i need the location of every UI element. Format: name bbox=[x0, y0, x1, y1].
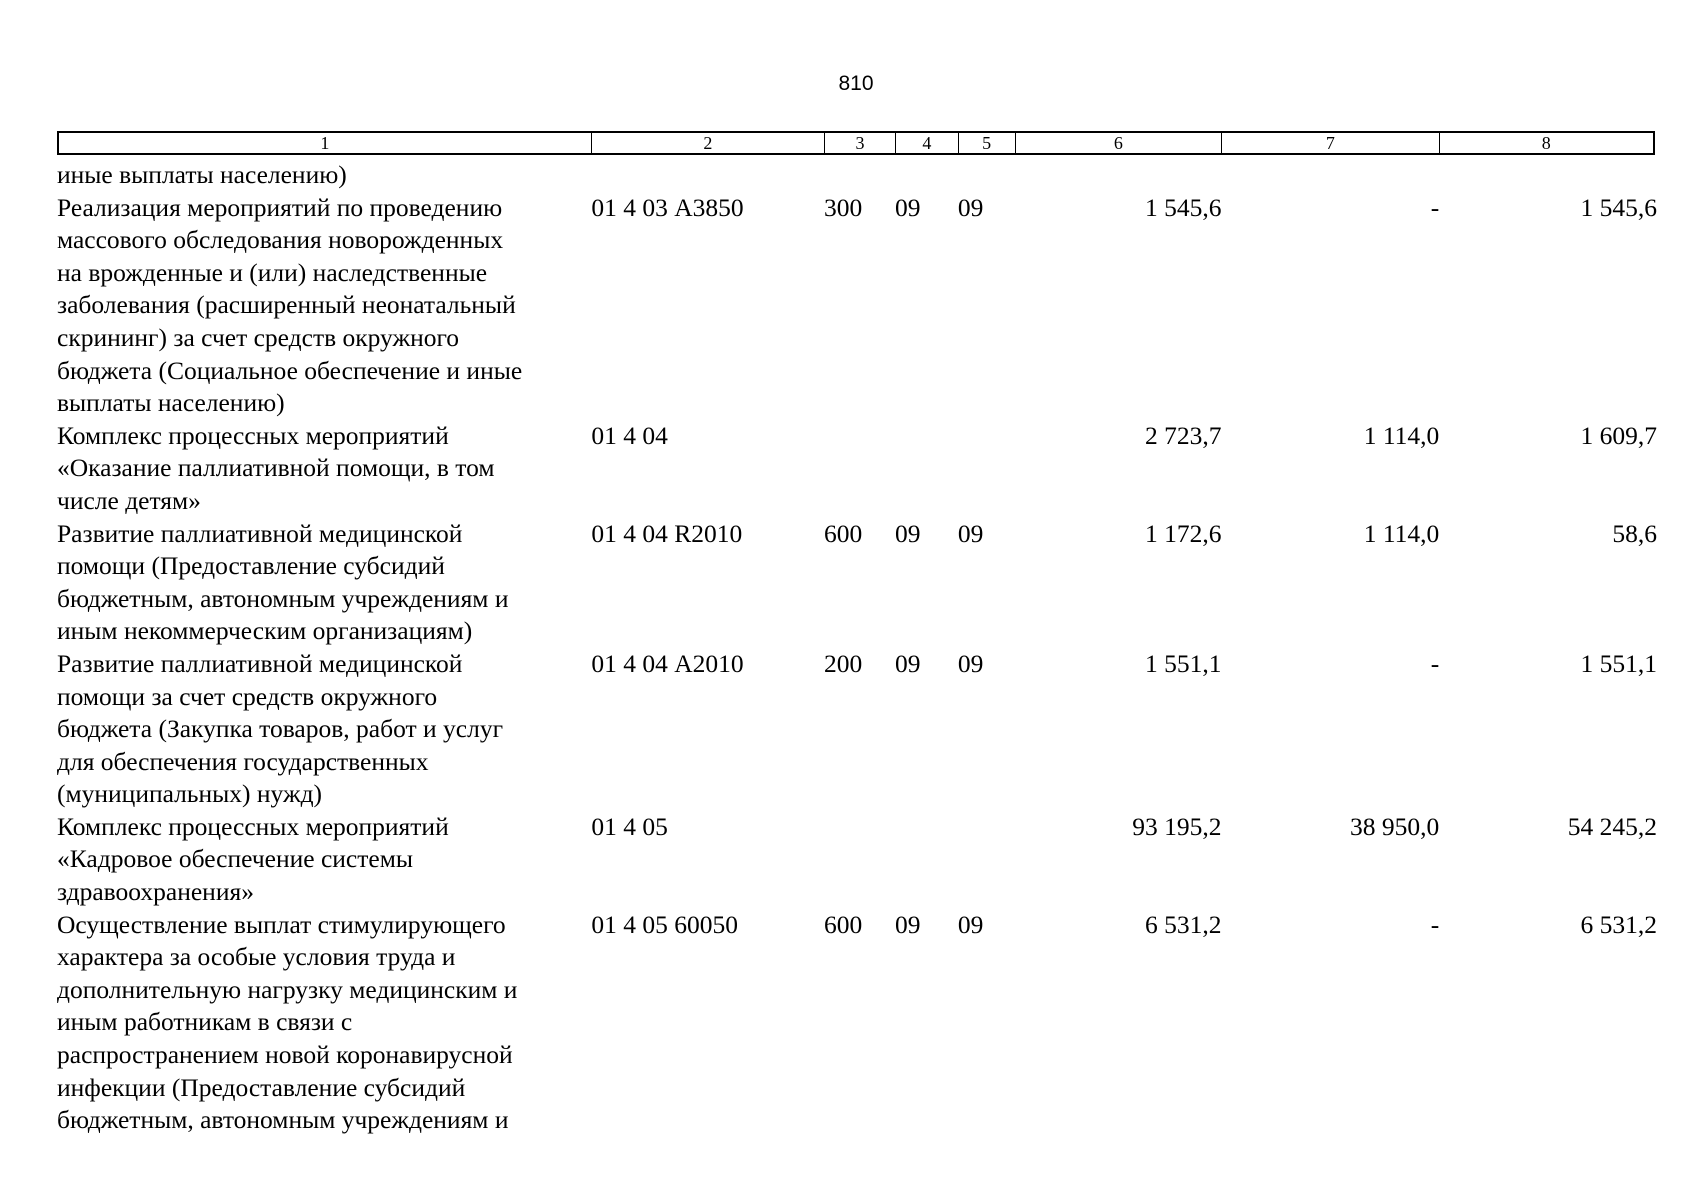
row-column-7-cell bbox=[1222, 159, 1440, 192]
row-section-cell: 09 bbox=[894, 648, 921, 678]
row-section-cell: 09 bbox=[894, 518, 921, 548]
row-name-line: на врожденные и (или) наследственные bbox=[57, 257, 488, 287]
row-name-line: «Оказание паллиативной помощи, в том bbox=[57, 453, 495, 483]
row-subsection-cell: 09 bbox=[957, 909, 984, 939]
row-column-7-cell: - bbox=[1430, 909, 1440, 939]
row-code-cell: 01 4 04 А2010 bbox=[591, 648, 744, 678]
row-name-line: (муниципальных) нужд) bbox=[57, 779, 323, 809]
row-name-line: выплаты населению) bbox=[57, 388, 285, 418]
row-name-line: Осуществление выплат стимулирующего bbox=[57, 909, 506, 939]
row-name-line: Развитие паллиативной медицинской bbox=[57, 648, 463, 678]
row-total-cell bbox=[1014, 159, 1222, 192]
row-expense-type-cell bbox=[823, 811, 894, 909]
row-name-line: распространением новой коронавирусной bbox=[57, 1040, 513, 1070]
row-name-line: числе детям» bbox=[57, 485, 201, 515]
row-name-line: заболевания (расширенный неонатальный bbox=[57, 290, 516, 320]
row-column-8-cell: 54 245,2 bbox=[1567, 811, 1657, 841]
row-total-cell: 1 551,1 bbox=[1145, 648, 1222, 678]
row-column-8-cell: 6 531,2 bbox=[1580, 909, 1657, 939]
row-subsection-cell: 09 bbox=[957, 518, 984, 548]
row-name-line: характера за особые условия труда и bbox=[57, 942, 456, 972]
row-expense-type-cell: 300 bbox=[824, 192, 863, 222]
row-subsection-cell bbox=[957, 811, 1014, 909]
row-name-line: массового обследования новорожденных bbox=[57, 225, 504, 255]
row-name-cell bbox=[57, 159, 589, 192]
row-column-7-cell: 1 114,0 bbox=[1363, 518, 1440, 548]
row-section-cell: 09 bbox=[894, 192, 921, 222]
row-name-line: бюджетным, автономным учреждениям и bbox=[57, 583, 509, 613]
row-column-7-cell: - bbox=[1430, 192, 1440, 222]
row-code-cell: 01 4 05 bbox=[591, 811, 668, 841]
row-name-cell bbox=[57, 648, 589, 811]
row-subsection-cell bbox=[957, 159, 1014, 192]
row-name-cell bbox=[57, 811, 589, 909]
row-expense-type-cell bbox=[823, 420, 894, 518]
row-section-cell bbox=[894, 420, 957, 518]
row-column-7-cell: 1 114,0 bbox=[1363, 420, 1440, 450]
row-code-cell: 01 4 05 60050 bbox=[591, 909, 738, 939]
column-header-8: 8 bbox=[1439, 133, 1653, 153]
row-name-line: скрининг) за счет средств окружного bbox=[57, 322, 460, 352]
column-header-2: 2 bbox=[591, 133, 824, 153]
column-header-6: 6 bbox=[1015, 133, 1221, 153]
table-row bbox=[57, 159, 1657, 192]
row-section-cell bbox=[894, 811, 957, 909]
row-expense-type-cell: 200 bbox=[824, 648, 863, 678]
row-name-line: иные выплаты населению) bbox=[57, 160, 347, 189]
row-column-8-cell: 1 545,6 bbox=[1580, 192, 1657, 222]
table-row bbox=[57, 518, 1657, 648]
row-name-line: «Кадровое обеспечение системы bbox=[57, 844, 413, 874]
row-name-line: Реализация мероприятий по проведению bbox=[57, 192, 503, 222]
column-header-1: 1 bbox=[320, 133, 330, 153]
column-header-5: 5 bbox=[958, 133, 1015, 153]
row-name-line: для обеспечения государственных bbox=[57, 746, 429, 776]
row-section-cell bbox=[894, 159, 957, 192]
row-expense-type-cell: 600 bbox=[824, 909, 863, 939]
row-expense-type-cell: 600 bbox=[824, 518, 863, 548]
row-name-line: инфекции (Предоставление субсидий bbox=[57, 1072, 466, 1102]
row-name-line: иным некоммерческим организациям) bbox=[57, 616, 473, 646]
row-name-line: помощи (Предоставление субсидий bbox=[57, 551, 445, 581]
row-code-cell: 01 4 04 R2010 bbox=[591, 518, 743, 548]
row-name-line: Комплекс процессных мероприятий bbox=[57, 420, 449, 450]
row-column-7-cell: - bbox=[1430, 648, 1440, 678]
row-name-line: помощи за счет средств окружного bbox=[57, 681, 438, 711]
row-total-cell: 6 531,2 bbox=[1145, 909, 1222, 939]
column-header-3: 3 bbox=[824, 133, 895, 153]
table-row bbox=[57, 811, 1657, 909]
row-name-cell bbox=[57, 420, 589, 518]
row-name-line: бюджета (Закупка товаров, работ и услуг bbox=[57, 714, 504, 744]
table-row bbox=[57, 192, 1657, 420]
row-name-line: Комплекс процессных мероприятий bbox=[57, 811, 449, 841]
row-name-cell bbox=[57, 518, 589, 648]
row-name-cell bbox=[57, 909, 589, 1137]
row-name-cell bbox=[57, 192, 589, 420]
row-subsection-cell bbox=[957, 420, 1014, 518]
row-name-line: иным работникам в связи с bbox=[57, 1007, 353, 1037]
column-header-4: 4 bbox=[895, 133, 958, 153]
row-name-line: бюджетным, автономным учреждениям и bbox=[57, 1105, 509, 1135]
page-number: 810 bbox=[838, 72, 874, 95]
row-column-8-cell bbox=[1439, 159, 1657, 192]
table-column-header-row bbox=[57, 131, 1655, 155]
row-subsection-cell: 09 bbox=[957, 648, 984, 678]
row-total-cell: 2 723,7 bbox=[1145, 420, 1222, 450]
row-column-8-cell: 1 609,7 bbox=[1580, 420, 1657, 450]
row-subsection-cell: 09 bbox=[957, 192, 984, 222]
row-code-cell: 01 4 03 А3850 bbox=[591, 192, 744, 222]
row-name-line: здравоохранения» bbox=[57, 877, 254, 907]
row-name-line: дополнительную нагрузку медицинским и bbox=[57, 974, 518, 1004]
row-total-cell: 1 172,6 bbox=[1145, 518, 1222, 548]
row-name-line: бюджета (Социальное обеспечение и иные bbox=[57, 355, 523, 385]
row-column-7-cell: 38 950,0 bbox=[1350, 811, 1440, 841]
row-section-cell: 09 bbox=[894, 909, 921, 939]
row-column-8-cell: 1 551,1 bbox=[1580, 648, 1657, 678]
row-expense-type-cell bbox=[823, 159, 894, 192]
row-code-cell: 01 4 04 bbox=[591, 420, 668, 450]
row-column-8-cell: 58,6 bbox=[1612, 518, 1657, 548]
table-row bbox=[57, 420, 1657, 518]
table-row bbox=[57, 909, 1657, 1137]
table-body bbox=[57, 159, 1657, 1137]
row-total-cell: 1 545,6 bbox=[1145, 192, 1222, 222]
row-code-cell bbox=[589, 159, 823, 192]
row-name-line: Развитие паллиативной медицинской bbox=[57, 518, 463, 548]
column-header-7: 7 bbox=[1221, 133, 1438, 153]
row-total-cell: 93 195,2 bbox=[1132, 811, 1222, 841]
table-row bbox=[57, 648, 1657, 811]
